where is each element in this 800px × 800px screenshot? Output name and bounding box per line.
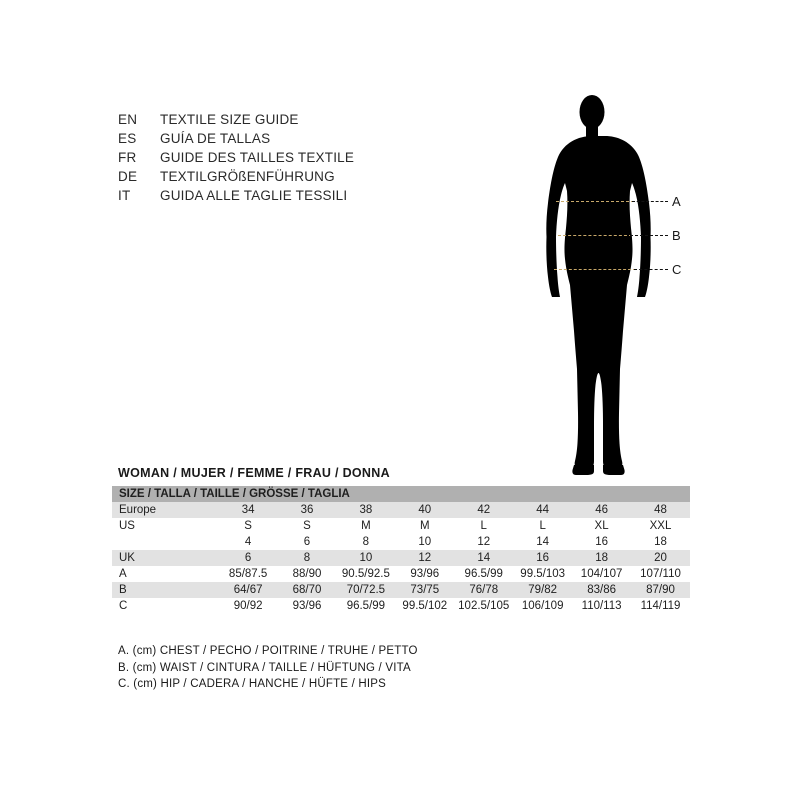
language-text: TEXTILE SIZE GUIDE	[160, 112, 299, 127]
row-label: A	[112, 566, 219, 582]
language-row	[118, 169, 478, 188]
language-text: GUIDE DES TAILLES TEXTILE	[160, 150, 355, 165]
table-row	[112, 582, 690, 598]
row-value: 8	[278, 550, 337, 566]
row-value: 104/107	[572, 566, 631, 582]
row-value: 107/110	[631, 566, 690, 582]
legend-line-waist: B. (cm) WAIST / CINTURA / TAILLE / HÜFTUNG / VITA	[118, 661, 411, 674]
size-table	[112, 486, 690, 614]
row-value: 4	[219, 534, 278, 550]
row-label: Europe	[112, 502, 219, 518]
row-value: 36	[278, 502, 337, 518]
hip-marker-label: C	[672, 262, 682, 277]
row-value: 64/67	[219, 582, 278, 598]
body-figure	[520, 95, 700, 475]
table-row	[112, 566, 690, 582]
row-label	[112, 534, 219, 550]
row-value: 18	[572, 550, 631, 566]
row-value: 96.5/99	[454, 566, 513, 582]
table-header-row	[112, 486, 690, 502]
row-value: 68/70	[278, 582, 337, 598]
legend	[118, 643, 418, 693]
language-row	[118, 150, 478, 169]
waist-band	[558, 235, 632, 236]
row-value: 90.5/92.5	[336, 566, 395, 582]
row-value: 42	[454, 502, 513, 518]
row-value: 73/75	[395, 582, 454, 598]
row-value: 93/96	[278, 598, 337, 614]
row-value: 10	[336, 550, 395, 566]
row-value: 106/109	[513, 598, 572, 614]
table-row	[112, 502, 690, 518]
language-text: GUIDA ALLE TAGLIE TESSILI	[160, 188, 348, 203]
row-value: 48	[631, 502, 690, 518]
legend-line-chest: A. (cm) CHEST / PECHO / POITRINE / TRUHE / PETTO	[118, 645, 418, 657]
row-value: L	[513, 518, 572, 534]
language-list	[118, 112, 478, 207]
row-value: 16	[513, 550, 572, 566]
row-value: M	[336, 518, 395, 534]
row-value: 102.5/105	[454, 598, 513, 614]
row-value: 99.5/102	[395, 598, 454, 614]
hip-measure-line	[634, 269, 668, 270]
table-row	[112, 550, 690, 566]
row-value: 110/113	[572, 598, 631, 614]
chest-band	[556, 201, 634, 202]
row-value: 90/92	[219, 598, 278, 614]
language-text: GUÍA DE TALLAS	[160, 131, 271, 146]
language-row	[118, 131, 478, 150]
row-value: 99.5/103	[513, 566, 572, 582]
row-value: S	[219, 518, 278, 534]
row-value: M	[395, 518, 454, 534]
row-value: 14	[454, 550, 513, 566]
row-value: L	[454, 518, 513, 534]
table-header-label: SIZE / TALLA / TAILLE / GRÖSSE / TAGLIA	[112, 486, 690, 502]
row-label: UK	[112, 550, 219, 566]
row-value: XL	[572, 518, 631, 534]
language-code: IT	[118, 188, 131, 203]
table-row	[112, 518, 690, 534]
row-value: 88/90	[278, 566, 337, 582]
language-code: EN	[118, 112, 138, 127]
row-value: 87/90	[631, 582, 690, 598]
row-value: 114/119	[631, 598, 690, 614]
row-value: 18	[631, 534, 690, 550]
hip-band	[554, 269, 636, 270]
chest-measure-line	[632, 201, 668, 202]
row-value: 12	[454, 534, 513, 550]
waist-marker-label: B	[672, 228, 681, 243]
row-value: 40	[395, 502, 454, 518]
language-code: DE	[118, 169, 138, 184]
row-label: C	[112, 598, 219, 614]
row-value: 79/82	[513, 582, 572, 598]
row-value: 14	[513, 534, 572, 550]
row-value: 46	[572, 502, 631, 518]
row-value: 76/78	[454, 582, 513, 598]
language-text: TEXTILGRÖßENFÜHRUNG	[160, 169, 335, 184]
row-value: 38	[336, 502, 395, 518]
row-value: 96.5/99	[336, 598, 395, 614]
language-row	[118, 188, 478, 207]
row-value: 10	[395, 534, 454, 550]
table-row	[112, 598, 690, 614]
chest-marker-label: A	[672, 194, 681, 209]
row-value: S	[278, 518, 337, 534]
row-value: 12	[395, 550, 454, 566]
row-value: XXL	[631, 518, 690, 534]
row-value: 8	[336, 534, 395, 550]
row-value: 34	[219, 502, 278, 518]
waist-measure-line	[630, 235, 668, 236]
row-value: 93/96	[395, 566, 454, 582]
row-value: 83/86	[572, 582, 631, 598]
language-row	[118, 112, 478, 131]
table-caption: WOMAN / MUJER / FEMME / FRAU / DONNA	[118, 466, 390, 480]
row-value: 6	[219, 550, 278, 566]
row-label: US	[112, 518, 219, 534]
row-value: 44	[513, 502, 572, 518]
language-code: FR	[118, 150, 137, 165]
row-value: 70/72.5	[336, 582, 395, 598]
language-code: ES	[118, 131, 137, 146]
legend-line-hip: C. (cm) HIP / CADERA / HANCHE / HÜFTE / HIPS	[118, 678, 387, 690]
row-value: 16	[572, 534, 631, 550]
row-value: 20	[631, 550, 690, 566]
row-value: 6	[278, 534, 337, 550]
table-row	[112, 534, 690, 550]
row-value: 85/87.5	[219, 566, 278, 582]
row-label: B	[112, 582, 219, 598]
female-silhouette-icon	[520, 95, 700, 475]
